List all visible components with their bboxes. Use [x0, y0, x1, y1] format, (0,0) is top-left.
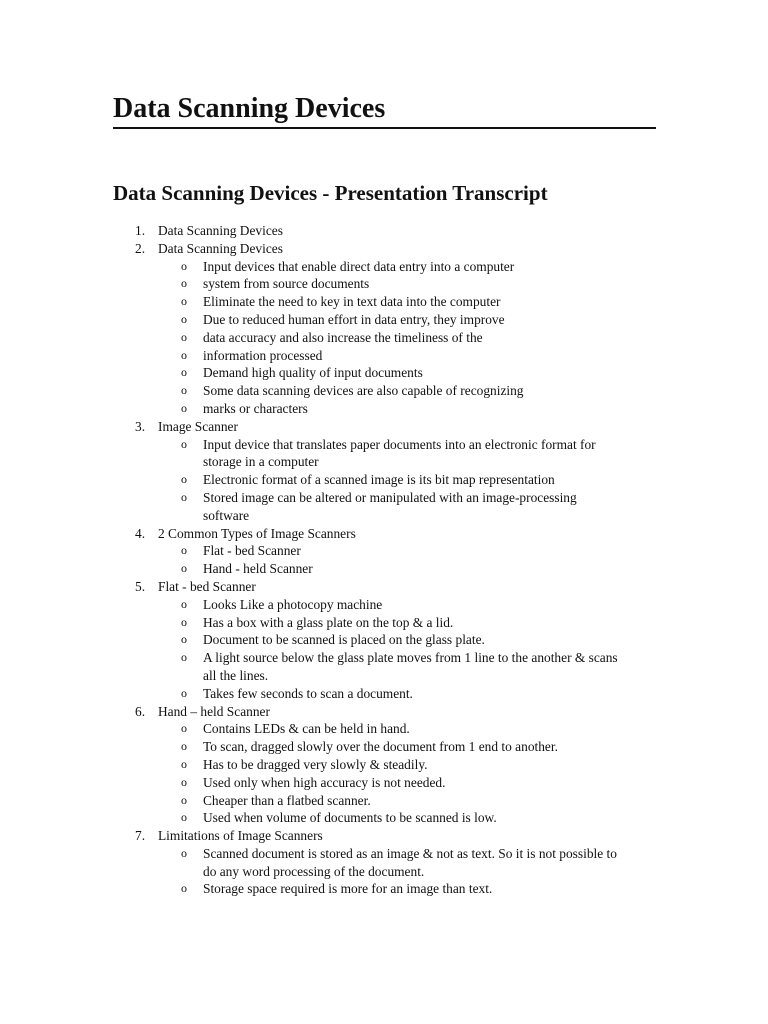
bullet-item [158, 631, 623, 649]
bullet-item [158, 614, 623, 632]
hollow-bullet-icon: o [181, 685, 187, 700]
hollow-bullet-icon: o [181, 650, 187, 665]
bullet-text: Storage space required is more for an image than text. [203, 881, 493, 897]
bullet-text: Scanned document is stored as an image & not as text. So it is not possible to do any word processing of the document. [203, 845, 617, 879]
bullet-text: Eliminate the need to key in text data into the computer [203, 294, 501, 310]
hollow-bullet-icon: o [181, 774, 187, 789]
bullet-text: Due to reduced human effort in data entry, they improve [203, 311, 505, 327]
outline-item [113, 240, 768, 418]
bullet-item [158, 809, 623, 827]
bullet-item [158, 738, 623, 756]
item-heading: Data Scanning Devices [158, 240, 283, 256]
item-heading: Limitations of Image Scanners [158, 828, 323, 844]
hollow-bullet-icon: o [181, 276, 187, 291]
hollow-bullet-icon: o [181, 792, 187, 807]
outline-item [113, 418, 768, 525]
hollow-bullet-icon: o [181, 632, 187, 647]
hollow-bullet-icon: o [181, 881, 187, 896]
bullet-text: data accuracy and also increase the timeliness of the [203, 329, 483, 345]
item-heading: Data Scanning Devices [158, 223, 283, 238]
hollow-bullet-icon: o [181, 294, 187, 309]
bullet-item [158, 560, 623, 578]
bullet-text: Input devices that enable direct data entry into a computer [203, 258, 515, 274]
item-number: 2. [135, 240, 146, 256]
hollow-bullet-icon: o [181, 383, 187, 398]
item-number: 5. [135, 578, 146, 594]
bullet-item [158, 293, 623, 311]
bullet-text: Has to be dragged very slowly & steadily. [203, 756, 428, 772]
bullet-text: marks or characters [203, 400, 308, 416]
bullet-item [158, 400, 623, 418]
hollow-bullet-icon: o [181, 311, 187, 326]
bullet-text: Used only when high accuracy is not needed. [203, 774, 446, 790]
outline-item [113, 525, 768, 578]
bullet-item [158, 347, 623, 365]
hollow-bullet-icon: o [181, 365, 187, 380]
bullet-item [158, 720, 623, 738]
hollow-bullet-icon: o [181, 721, 187, 736]
page-title: Data Scanning Devices [113, 92, 656, 129]
hollow-bullet-icon: o [181, 543, 187, 558]
item-number: 7. [135, 828, 146, 844]
hollow-bullet-icon: o [181, 347, 187, 362]
hollow-bullet-icon: o [181, 436, 187, 451]
bullet-text: Takes few seconds to scan a document. [203, 685, 413, 701]
item-heading: 2 Common Types of Image Scanners [158, 525, 356, 541]
item-number: 3. [135, 418, 146, 434]
bullet-list [158, 720, 768, 827]
hollow-bullet-icon: o [181, 739, 187, 754]
item-number: 4. [135, 525, 146, 541]
bullet-list [158, 542, 768, 578]
bullet-item [158, 792, 623, 810]
item-heading: Image Scanner [158, 418, 238, 434]
bullet-item [158, 436, 623, 472]
hollow-bullet-icon: o [181, 561, 187, 576]
hollow-bullet-icon: o [181, 756, 187, 771]
hollow-bullet-icon: o [181, 614, 187, 629]
hollow-bullet-icon: o [181, 472, 187, 487]
bullet-item [158, 542, 623, 560]
bullet-list [158, 436, 768, 525]
bullet-text: information processed [203, 347, 323, 363]
bullet-text: Input device that translates paper documents into an electronic format for storage in a computer [203, 436, 596, 470]
outline-item [113, 703, 768, 828]
bullet-list [158, 845, 768, 898]
hollow-bullet-icon: o [181, 329, 187, 344]
bullet-item [158, 596, 623, 614]
bullet-item [158, 489, 623, 525]
page-subtitle: Data Scanning Devices - Presentation Transcript [113, 181, 548, 205]
bullet-text: Has a box with a glass plate on the top & a lid. [203, 614, 454, 630]
bullet-item [158, 329, 623, 347]
bullet-text: Stored image can be altered or manipulated with an image-processing software [203, 489, 577, 523]
bullet-text: To scan, dragged slowly over the document from 1 end to another. [203, 739, 558, 755]
bullet-list [158, 258, 768, 418]
outline-item [113, 578, 768, 703]
hollow-bullet-icon: o [181, 489, 187, 504]
item-heading: Hand – held Scanner [158, 703, 270, 719]
bullet-text: system from source documents [203, 276, 370, 292]
bullet-item [158, 364, 623, 382]
hollow-bullet-icon: o [181, 845, 187, 860]
bullet-item [158, 685, 623, 703]
bullet-text: Electronic format of a scanned image is its bit map representation [203, 472, 555, 488]
bullet-item [158, 311, 623, 329]
outline-item [113, 827, 768, 898]
bullet-item [158, 258, 623, 276]
bullet-text: Some data scanning devices are also capable of recognizing [203, 383, 524, 399]
bullet-text: Looks Like a photocopy machine [203, 596, 383, 612]
bullet-text: Contains LEDs & can be held in hand. [203, 721, 410, 737]
bullet-text: Hand - held Scanner [203, 561, 313, 577]
bullet-text: Document to be scanned is placed on the glass plate. [203, 632, 485, 648]
item-number: 1. [135, 223, 146, 238]
bullet-text: A light source below the glass plate moves from 1 line to the another & scans all the lines. [203, 650, 618, 683]
bullet-text: Used when volume of documents to be scanned is low. [203, 810, 497, 826]
bullet-item [158, 774, 623, 792]
hollow-bullet-icon: o [181, 258, 187, 273]
hollow-bullet-icon: o [181, 400, 187, 415]
bullet-list [158, 596, 768, 703]
hollow-bullet-icon: o [181, 810, 187, 825]
outline-item [113, 222, 768, 240]
bullet-text: Cheaper than a flatbed scanner. [203, 792, 371, 808]
bullet-item [158, 471, 623, 489]
item-heading: Flat - bed Scanner [158, 578, 256, 594]
item-number: 6. [135, 703, 146, 719]
bullet-text: Demand high quality of input documents [203, 365, 423, 381]
transcript-outline [113, 222, 768, 898]
bullet-item [158, 382, 623, 400]
bullet-item [158, 649, 623, 685]
bullet-item [158, 275, 623, 293]
bullet-item [158, 845, 623, 881]
hollow-bullet-icon: o [181, 596, 187, 611]
bullet-text: Flat - bed Scanner [203, 543, 301, 559]
bullet-item [158, 880, 623, 898]
bullet-item [158, 756, 623, 774]
